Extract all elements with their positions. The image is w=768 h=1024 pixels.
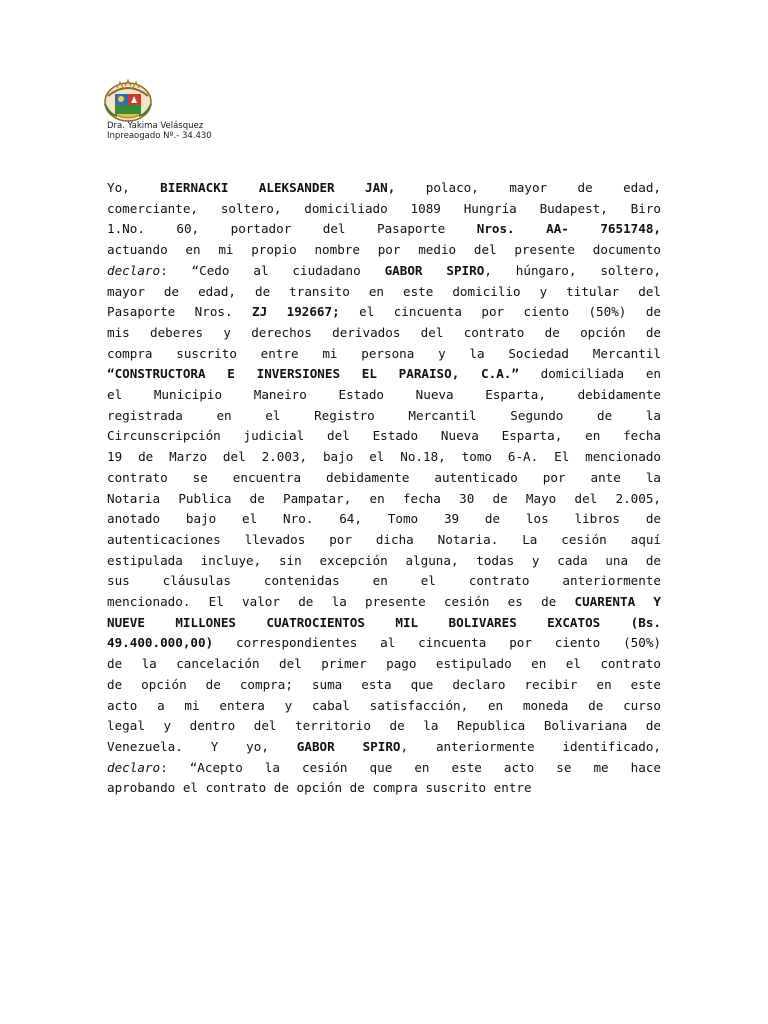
bold-text: Nros. AA- 7651748, <box>476 221 661 237</box>
document-line <box>107 633 661 654</box>
document-line <box>107 778 661 799</box>
text-run: contrato se encuentra debidamente autenticado por ante la <box>107 469 661 485</box>
document-line <box>107 551 661 572</box>
text-run: : “Acepto la cesión que en este acto se me hace <box>160 759 661 775</box>
text-run: mis deberes y derechos derivados del contrato de opción de <box>107 324 661 340</box>
document-line <box>107 364 661 385</box>
document-line <box>107 447 661 468</box>
document-line <box>107 737 661 758</box>
bold-text: NUEVE MILLONES CUATROCIENTOS MIL BOLIVARES EXCATOS (Bs. <box>107 614 661 630</box>
document-line <box>107 385 661 406</box>
document-line <box>107 571 661 592</box>
text-run: , húngaro, soltero, <box>484 262 662 278</box>
text-run: Yo, <box>107 180 161 195</box>
text-run: el cincuenta por ciento (50%) de <box>339 304 661 320</box>
notary-header <box>107 122 212 141</box>
document-line <box>107 261 661 282</box>
text-run: registrada en el Registro Mercantil Segundo de la <box>107 407 661 423</box>
document-line <box>107 406 661 427</box>
document-line <box>107 509 661 530</box>
text-run: 1.No. 60, portador del Pasaporte <box>107 221 477 237</box>
document-line <box>107 282 661 303</box>
document-line <box>107 613 661 634</box>
bold-text: CUARENTA Y <box>574 594 661 610</box>
text-run: sus cláusulas contenidas en el contrato anteriormente <box>107 573 661 589</box>
document-body <box>107 178 661 799</box>
bold-text: GABOR SPIRO <box>296 738 401 754</box>
text-run: el Municipio Maneiro Estado Nueva Esparta, debidamente <box>107 387 661 403</box>
text-run: autenticaciones llevados por dicha Notaria. La cesión aquí <box>107 531 661 547</box>
document-line <box>107 592 661 613</box>
text-run: Venezuela. Y yo, <box>107 738 297 754</box>
document-line <box>107 344 661 365</box>
text-run: : “Cedo al ciudadano <box>160 262 385 278</box>
document-line <box>107 468 661 489</box>
text-run: legal y dentro del territorio de la Republica Bolivariana de <box>107 718 661 734</box>
text-run: , anteriormente identificado, <box>400 738 661 754</box>
text-run: aprobando el contrato de opción de compra suscrito entre <box>107 780 532 796</box>
document-line <box>107 219 661 240</box>
text-run: 19 de Marzo del 2.003, bajo el No.18, tomo 6-A. El mencionado <box>107 449 661 465</box>
document-line <box>107 716 661 737</box>
document-line <box>107 302 661 323</box>
document-line <box>107 489 661 510</box>
text-run: de opción de compra; suma esta que declaro recibir en este <box>107 676 661 692</box>
text-run: Pasaporte Nros. <box>107 304 253 320</box>
text-run: mayor de edad, de transito en este domicilio y titular del <box>107 283 661 299</box>
italic-text: declaro <box>107 262 161 278</box>
bold-text: “CONSTRUCTORA E INVERSIONES EL PARAISO, C.A.” <box>107 366 519 382</box>
document-line <box>107 240 661 261</box>
document-line <box>107 530 661 551</box>
bold-text: 49.400.000,00) <box>107 635 214 651</box>
notary-name: Dra. Yakima Velásquez <box>107 121 204 131</box>
bold-text: ZJ 192667; <box>252 304 340 320</box>
italic-text: declaro <box>107 759 161 775</box>
coat-of-arms-seal <box>103 78 153 124</box>
text-run: correspondientes al cincuenta por ciento (50%) <box>213 635 661 651</box>
text-run: anotado bajo el Nro. 64, Tomo 39 de los libros de <box>107 511 661 527</box>
text-run: comerciante, soltero, domiciliado 1089 Hungría Budapest, Biro <box>107 200 661 216</box>
notary-inpre-number: Inpreaogado Nº.- 34.430 <box>107 130 212 141</box>
document-line <box>107 654 661 675</box>
text-run: domiciliada en <box>518 366 661 382</box>
text-run: Circunscripción judicial del Estado Nueva Esparta, en fecha <box>107 428 661 444</box>
document-line <box>107 178 661 199</box>
text-run: Notaria Publica de Pampatar, en fecha 30 de Mayo del 2.005, <box>107 490 661 506</box>
text-run: estipulada incluye, sin excepción alguna, todas y cada una de <box>107 552 661 568</box>
text-run: acto a mi entera y cabal satisfacción, en moneda de curso <box>107 697 661 713</box>
text-run: mencionado. El valor de la presente cesión es de <box>107 594 575 610</box>
document-line <box>107 675 661 696</box>
bold-text: GABOR SPIRO <box>384 262 485 278</box>
text-run: polaco, mayor de edad, <box>395 180 661 195</box>
text-run: de la cancelación del primer pago estipulado en el contrato <box>107 656 661 672</box>
document-line <box>107 323 661 344</box>
text-run: compra suscrito entre mi persona y la Sociedad Mercantil <box>107 345 661 361</box>
text-run: actuando en mi propio nombre por medio del presente documento <box>107 242 661 258</box>
document-line <box>107 426 661 447</box>
bold-text: BIERNACKI ALEKSANDER JAN, <box>160 180 396 195</box>
document-line <box>107 758 661 779</box>
document-line <box>107 199 661 220</box>
document-line <box>107 696 661 717</box>
